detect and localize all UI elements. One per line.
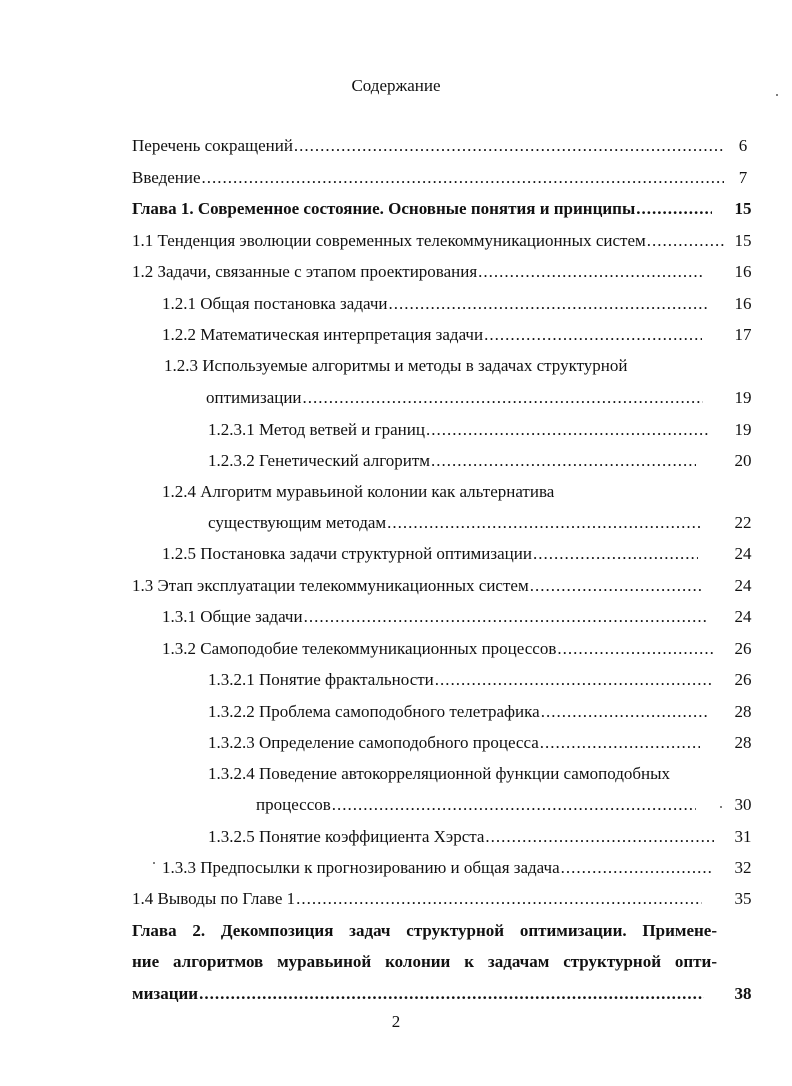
toc-label: 1.3.2.2 Проблема самоподобного телетрафика <box>208 702 540 721</box>
toc-entry[interactable] <box>0 418 792 442</box>
toc-entry[interactable] <box>0 825 792 849</box>
toc-label: оптимизации <box>206 388 302 407</box>
toc-label: 1.2.2 Математическая интерпретация задачи <box>162 325 484 344</box>
toc-chapter-entry[interactable] <box>0 982 792 1006</box>
toc-chapter-line: ние алгоритмов муравьиной колонии к задачам структурной опти- <box>132 952 717 971</box>
toc-label: 1.2.5 Постановка задачи структурной оптимизации <box>162 544 532 563</box>
toc-entry[interactable] <box>0 229 792 253</box>
toc-entry[interactable] <box>0 856 792 880</box>
toc-entry[interactable] <box>0 793 792 817</box>
toc-label-line1: 1.3.2.4 Поведение автокорреляционной функции самоподобных <box>208 764 671 783</box>
toc-page: 16 <box>734 294 752 313</box>
toc-label: 1.2.3.1 Метод ветвей и границ <box>208 420 425 439</box>
toc-page: 24 <box>734 576 752 595</box>
toc-label: Глава 1. Современное состояние. Основные понятия и принципы <box>132 199 636 218</box>
toc-label: Введение <box>132 168 201 187</box>
toc-label: Перечень сокращений <box>132 136 293 155</box>
toc-entry-line <box>0 762 792 786</box>
toc-page: 16 <box>734 262 752 281</box>
scan-speck <box>720 806 722 808</box>
toc-page: 32 <box>734 858 752 877</box>
toc-label: процессов <box>256 795 331 814</box>
toc-entry[interactable] <box>0 386 792 410</box>
toc-entry-line <box>0 480 792 504</box>
toc-entry[interactable] <box>0 511 792 535</box>
toc-entry[interactable] <box>0 668 792 692</box>
toc-page: 15 <box>734 231 752 250</box>
contents-title: Содержание <box>351 76 441 95</box>
toc-entry[interactable] <box>0 260 792 284</box>
toc-page: 30 <box>734 795 752 814</box>
toc-label: мизации <box>132 984 199 1003</box>
toc-label-line1: 1.2.3 Используемые алгоритмы и методы в задачах структурной <box>164 356 628 375</box>
toc-label: 1.2 Задачи, связанные с этапом проектирования <box>132 262 478 281</box>
toc-label: 1.3 Этап эксплуатации телекоммуникационных систем <box>132 576 529 595</box>
toc-label: 1.4 Выводы по Главе 1 <box>132 889 296 908</box>
toc-entry[interactable] <box>0 700 792 724</box>
toc-page: 31 <box>734 827 752 846</box>
toc-chapter-line: Глава 2. Декомпозиция задач структурной оптимизации. Примене- <box>132 921 717 940</box>
toc-page: 38 <box>734 984 752 1003</box>
toc-page: 7 <box>738 168 748 187</box>
page-number: 2 <box>391 1012 401 1031</box>
toc-page: 17 <box>734 325 752 344</box>
toc-entry[interactable] <box>0 542 792 566</box>
toc-page: 24 <box>734 544 752 563</box>
toc-label: 1.3.3 Предпосылки к прогнозированию и общая задача <box>162 858 560 877</box>
toc-label-line1: 1.2.4 Алгоритм муравьиной колонии как альтернатива <box>162 482 555 501</box>
toc-label: 1.2.3.2 Генетический алгоритм <box>208 451 431 470</box>
toc-page: 20 <box>734 451 752 470</box>
toc-entry[interactable] <box>0 731 792 755</box>
toc-label: 1.1 Тенденция эволюции современных телекоммуникационных систем <box>132 231 646 250</box>
toc-page: 24 <box>734 607 752 626</box>
toc-entry[interactable] <box>0 292 792 316</box>
toc-page: 6 <box>738 136 748 155</box>
toc-page: 26 <box>734 639 752 658</box>
toc-page: 19 <box>734 388 752 407</box>
toc-label: 1.3.2.1 Понятие фрактальности <box>208 670 434 689</box>
toc-entry[interactable] <box>0 637 792 661</box>
toc-entry[interactable] <box>0 323 792 347</box>
toc-label: 1.3.2.5 Понятие коэффициента Хэрста <box>208 827 485 846</box>
scan-speck <box>153 862 155 864</box>
toc-entry[interactable] <box>0 605 792 629</box>
toc-entry-line <box>0 354 792 378</box>
toc-label: 1.2.1 Общая постановка задачи <box>162 294 388 313</box>
toc-label: 1.3.2 Самоподобие телекоммуникационных процессов <box>162 639 557 658</box>
scan-speck <box>776 94 778 96</box>
toc-label: 1.3.1 Общие задачи <box>162 607 303 626</box>
toc-entry[interactable] <box>0 166 792 190</box>
toc-page: 26 <box>734 670 752 689</box>
toc-entry[interactable] <box>0 134 792 158</box>
toc-page: 35 <box>734 889 752 908</box>
toc-label: существующим методам <box>208 513 387 532</box>
toc-page: 19 <box>734 420 752 439</box>
toc-page: 28 <box>734 733 752 752</box>
toc-label: 1.3.2.3 Определение самоподобного процесса <box>208 733 539 752</box>
toc-page: 28 <box>734 702 752 721</box>
toc-page: 15 <box>734 199 752 218</box>
toc-entry[interactable] <box>0 449 792 473</box>
toc-chapter-entry[interactable] <box>0 197 792 221</box>
toc-page: 22 <box>734 513 752 532</box>
toc-entry[interactable] <box>0 887 792 911</box>
toc-entry[interactable] <box>0 574 792 598</box>
